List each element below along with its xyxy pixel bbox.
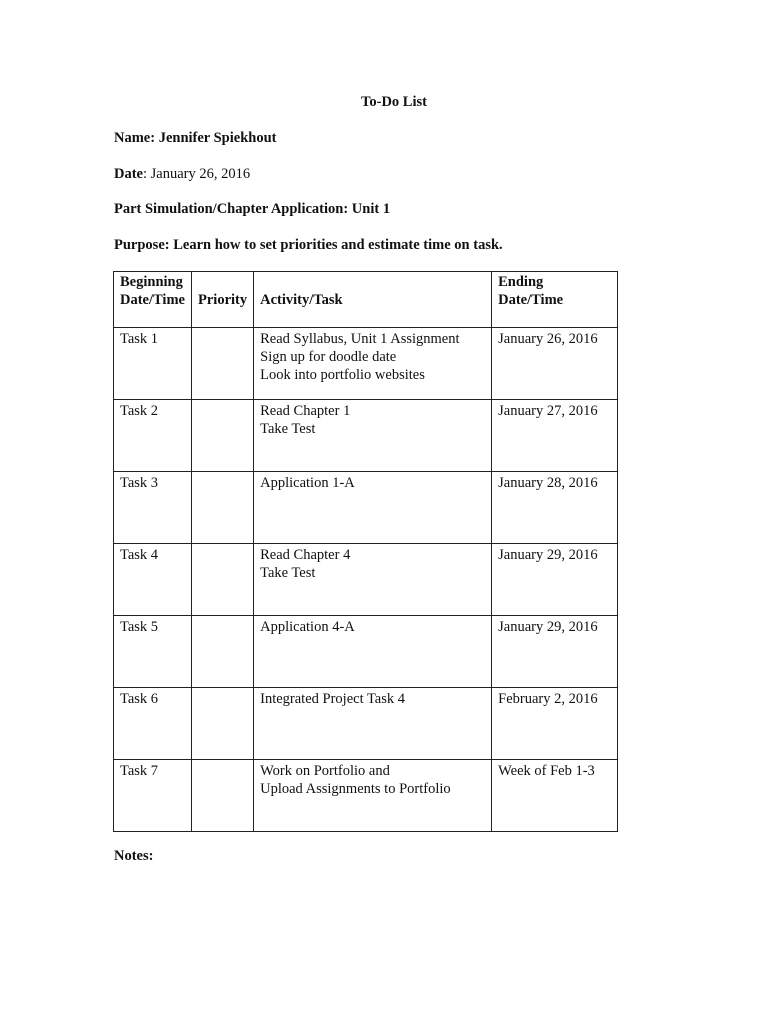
ending-cell: January 26, 2016 (492, 328, 618, 400)
priority-cell (192, 544, 254, 616)
table-row (114, 328, 618, 400)
activity-line: Look into portfolio websites (260, 367, 425, 383)
name-label: Name: (114, 130, 156, 146)
activity-line: Upload Assignments to Portfolio (260, 781, 451, 797)
priority-cell (192, 760, 254, 832)
ending-cell: January 29, 2016 (492, 616, 618, 688)
activity-cell (254, 328, 492, 400)
activity-line: Take Test (260, 565, 316, 581)
activity-cell (254, 544, 492, 616)
table-row (114, 760, 618, 832)
notes-label: Notes: (114, 848, 154, 864)
activity-line: Application 4-A (260, 619, 355, 635)
table-row (114, 544, 618, 616)
activity-line: Read Chapter 4 (260, 547, 351, 563)
ending-cell: January 29, 2016 (492, 544, 618, 616)
task-cell: Task 7 (114, 760, 192, 832)
header-ending-date-time: Ending Date/Time (492, 272, 618, 328)
activity-line: Application 1-A (260, 475, 355, 491)
header-priority: Priority (192, 272, 254, 328)
activity-cell (254, 472, 492, 544)
task-cell: Task 4 (114, 544, 192, 616)
task-table (113, 271, 618, 832)
activity-line: Work on Portfolio and (260, 763, 390, 779)
priority-cell (192, 472, 254, 544)
ending-cell: January 27, 2016 (492, 400, 618, 472)
purpose-label: Purpose: (114, 237, 170, 253)
ending-cell: January 28, 2016 (492, 472, 618, 544)
activity-line: Sign up for doodle date (260, 349, 397, 365)
task-cell: Task 5 (114, 616, 192, 688)
table-row (114, 616, 618, 688)
table-row (114, 472, 618, 544)
date-value: : January 26, 2016 (143, 166, 251, 182)
task-cell: Task 1 (114, 328, 192, 400)
task-cell: Task 3 (114, 472, 192, 544)
priority-cell (192, 616, 254, 688)
header-activity-task: Activity/Task (254, 272, 492, 328)
date-label: Date (114, 166, 143, 182)
header-beginning-line2: Date/Time (120, 292, 185, 308)
priority-cell (192, 688, 254, 760)
purpose-line (114, 237, 503, 254)
name-line (114, 130, 276, 147)
task-cell: Task 6 (114, 688, 192, 760)
ending-cell: Week of Feb 1-3 (492, 760, 618, 832)
part-value: Unit 1 (351, 201, 391, 217)
task-cell: Task 2 (114, 400, 192, 472)
priority-cell (192, 400, 254, 472)
activity-line: Integrated Project Task 4 (260, 691, 406, 707)
document-title: To-Do List (361, 94, 427, 110)
activity-cell (254, 688, 492, 760)
part-label: Part Simulation/Chapter Application: (114, 201, 349, 217)
purpose-value: Learn how to set priorities and estimate time on task. (173, 237, 503, 253)
activity-cell (254, 760, 492, 832)
activity-line: Take Test (260, 421, 316, 437)
table-header-row (114, 272, 618, 328)
activity-line: Read Syllabus, Unit 1 Assignment (260, 331, 460, 347)
part-line (114, 201, 390, 218)
ending-cell: February 2, 2016 (492, 688, 618, 760)
table-row (114, 400, 618, 472)
priority-cell (192, 328, 254, 400)
activity-cell (254, 400, 492, 472)
activity-cell (254, 616, 492, 688)
table-row (114, 688, 618, 760)
header-beginning-date-time (114, 272, 192, 328)
header-beginning-line1: Beginning (120, 274, 183, 290)
activity-line: Read Chapter 1 (260, 403, 351, 419)
name-value: Jennifer Spiekhout (158, 130, 277, 146)
date-line (114, 166, 250, 183)
